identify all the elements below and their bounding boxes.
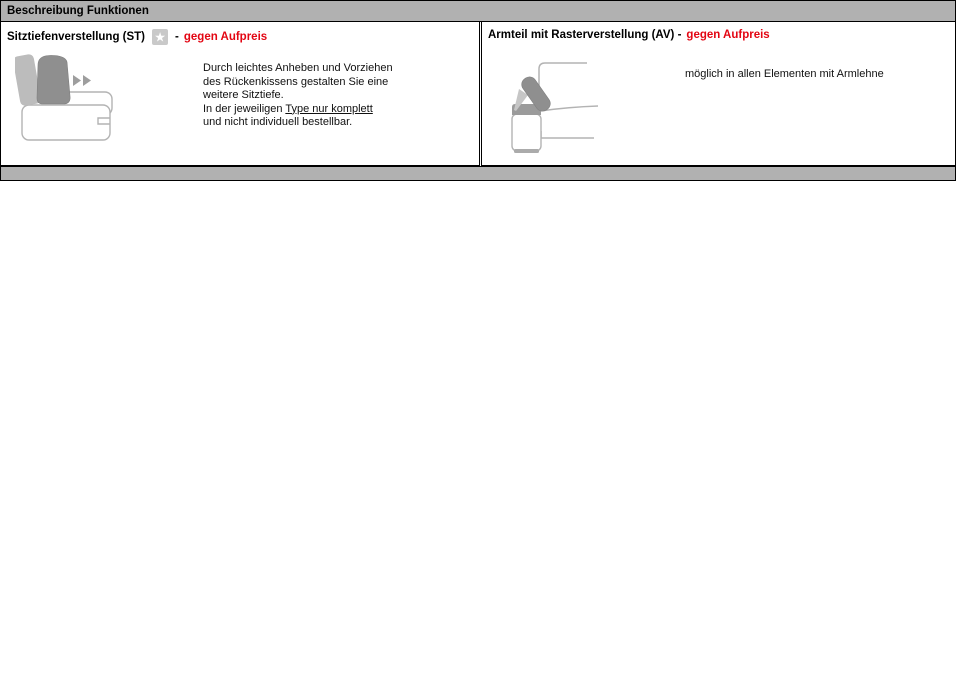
price-note: gegen Aufpreis <box>686 29 770 41</box>
panel-title-row <box>488 29 770 41</box>
title-separator: - <box>175 31 179 43</box>
arrow-right-icon <box>83 75 91 86</box>
underlined-text: Type nur komplett <box>285 102 373 115</box>
armrest-ratchet-illustration <box>507 58 607 156</box>
back-cushion <box>37 55 70 104</box>
description-line: des Rückenkissens gestalten Sie eine <box>203 75 389 88</box>
star-icon <box>152 29 168 45</box>
bottom-divider-bar <box>0 166 956 181</box>
description-line: und nicht individuell bestellbar. <box>203 116 353 128</box>
panel-title: Sitztiefenverstellung (ST) <box>7 31 146 43</box>
section-header-title: Beschreibung Funktionen <box>7 5 149 17</box>
panel-sitztiefenverstellung <box>0 21 480 166</box>
description-line: Durch leichtes Anheben und Vorziehen <box>203 62 393 74</box>
panel-title: Armteil mit Rasterverstellung (AV) - <box>488 29 682 41</box>
price-note: gegen Aufpreis <box>183 31 268 43</box>
seat-depth-adjustment-illustration <box>15 54 119 146</box>
arrow-right-icon <box>73 75 81 86</box>
panel-description <box>203 62 393 130</box>
panel-title-row <box>7 29 267 45</box>
section-header-bar <box>0 0 956 22</box>
description-line: weitere Sitztiefe. <box>203 89 284 101</box>
description-line: In der jeweiligen Type nur komplett <box>203 102 373 115</box>
panel-armteil-rasterverstellung <box>481 21 956 166</box>
star-glyph: ★ <box>154 29 166 44</box>
panel-description: möglich in allen Elementen mit Armlehne <box>685 68 884 80</box>
